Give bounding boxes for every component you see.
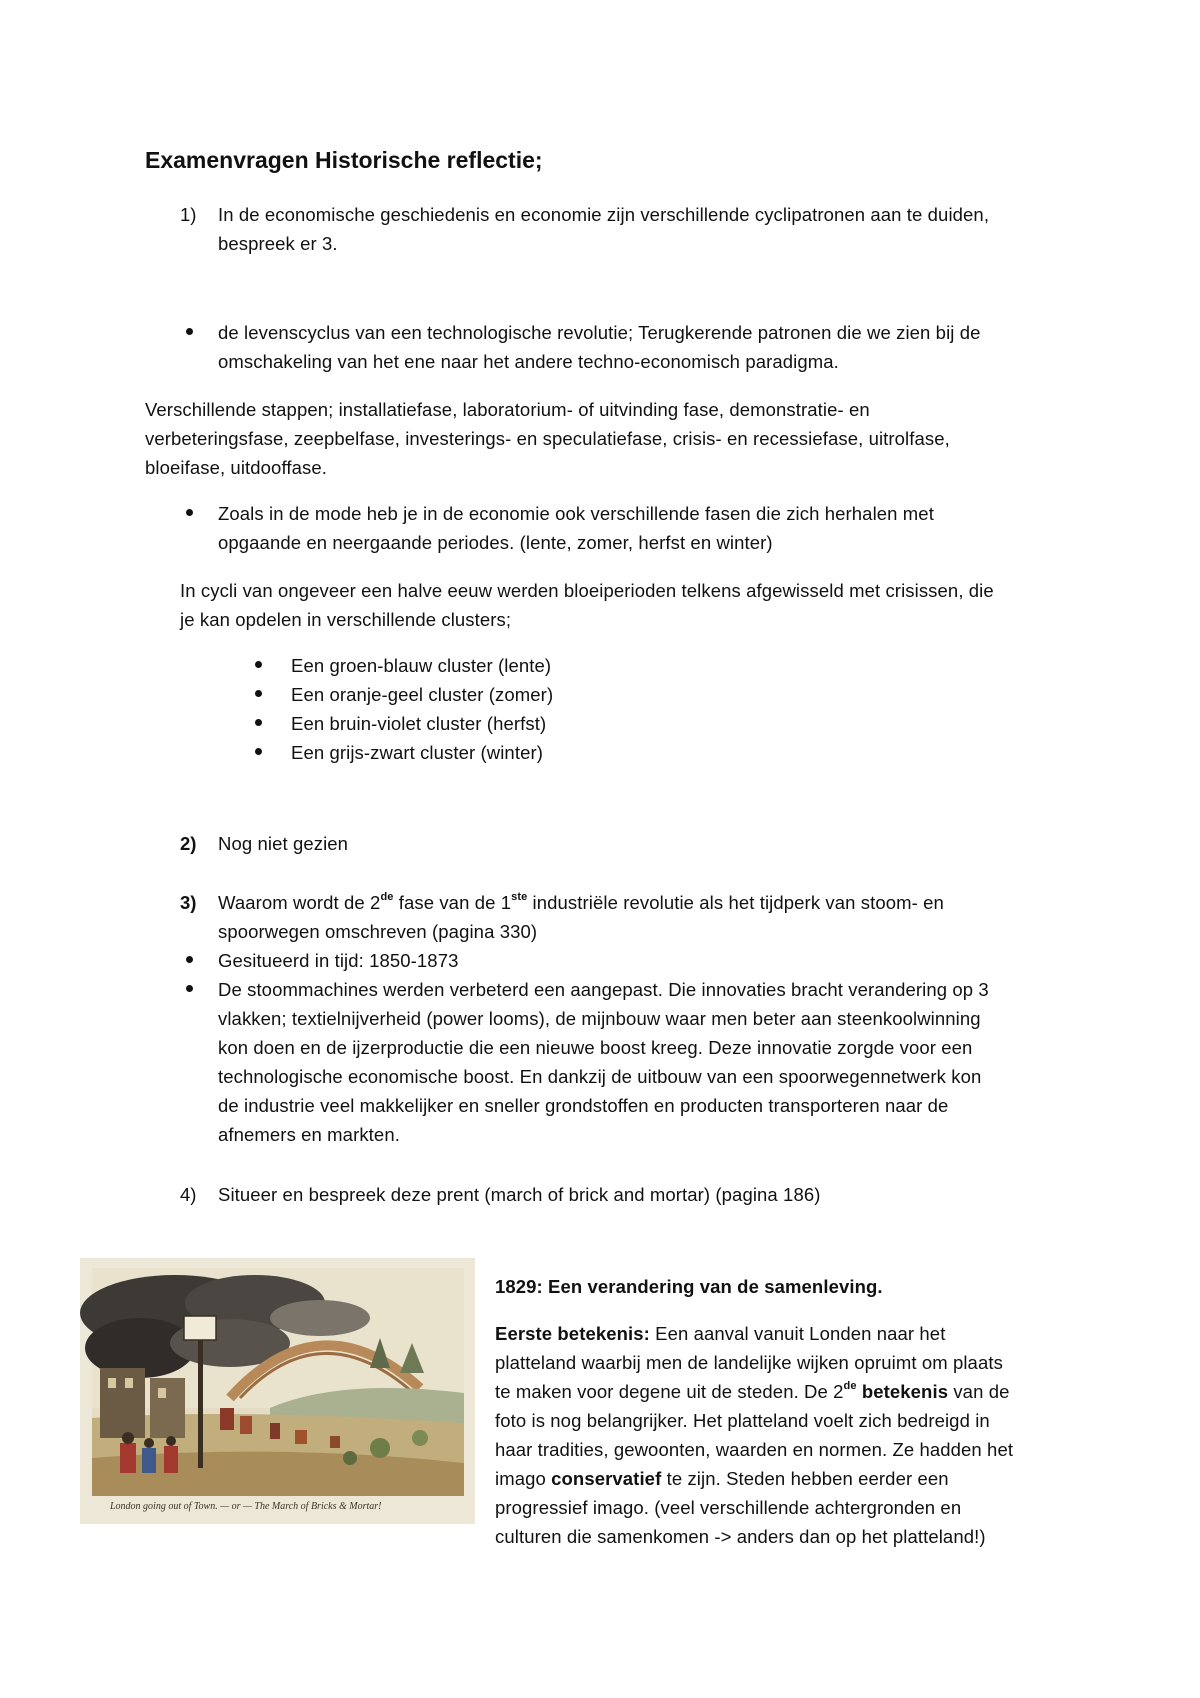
bullet-icon xyxy=(186,509,193,516)
list-item: Een grijs-zwart cluster (winter) xyxy=(291,742,543,763)
paragraph-line: Zoals in de mode heb je in de economie ook verschillende fasen die zich herhalen met xyxy=(218,503,934,524)
paragraph-line: culturen die samenkomen -> anders dan op het platteland!) xyxy=(495,1526,986,1547)
bullet-icon xyxy=(186,985,193,992)
bullet-icon xyxy=(255,748,262,755)
text-part: Een aanval vanuit Londen naar het xyxy=(649,1323,946,1344)
question-number: 2) xyxy=(180,833,197,854)
paragraph-line: bloeifase, uitdooffase. xyxy=(145,457,327,478)
question-text: spoorwegen omschreven (pagina 330) xyxy=(218,921,538,942)
paragraph-line: de industrie veel makkelijker en sneller grondstoffen en producten transporteren naar de xyxy=(218,1095,949,1116)
paragraph-line: de levenscyclus van een technologische revolutie; Terugkerende patronen die we zien bij de xyxy=(218,322,981,343)
bullet-icon xyxy=(186,956,193,963)
bullet-icon xyxy=(255,661,262,668)
question-number: 3) xyxy=(180,892,197,913)
question-number: 1) xyxy=(180,204,197,225)
paragraph-line: haar tradities, gewoonten, waarden en normen. Ze hadden het xyxy=(495,1439,1014,1460)
text-part: te maken voor degene uit de steden. De 2 xyxy=(495,1381,844,1402)
paragraph-line: Gesitueerd in tijd: 1850-1873 xyxy=(218,950,459,971)
paragraph-line: De stoommachines werden verbeterd een aangepast. Die innovaties bracht verandering op 3 xyxy=(218,979,989,1000)
superscript: de xyxy=(380,890,394,903)
bullet-icon xyxy=(186,328,193,335)
text-part: industriële revolutie als het tijdperk van stoom- en xyxy=(527,892,944,913)
paragraph-line: kon doen en de ijzerproductie die een nieuwe boost kreeg. Deze innovatie zorgde voor een xyxy=(218,1037,973,1058)
text-part: betekenis xyxy=(856,1381,949,1402)
paragraph-line: afnemers en markten. xyxy=(218,1124,400,1145)
march-of-bricks-illustration xyxy=(80,1258,475,1524)
paragraph-line xyxy=(495,1377,1009,1406)
paragraph-line: Verschillende stappen; installatiefase, laboratorium- of uitvinding fase, demonstratie- en xyxy=(145,399,870,420)
paragraph-line: verbeteringsfase, zeepbelfase, investerings- en speculatiefase, crisis- en recessiefase, uitrolfase, xyxy=(145,428,950,449)
bullet-icon xyxy=(255,690,262,697)
paragraph-line: foto is nog belangrijker. Het platteland voelt zich bedreigd in xyxy=(495,1410,990,1431)
question-text: Nog niet gezien xyxy=(218,833,349,854)
question-text xyxy=(218,888,944,917)
paragraph-line: platteland waarbij men de landelijke wijken opruimt om plaats xyxy=(495,1352,1003,1373)
text-part: imago xyxy=(495,1468,552,1489)
answer-heading: 1829: Een verandering van de samenleving. xyxy=(495,1276,883,1297)
paragraph-line: vlakken; textielnijverheid (power looms), de mijnbouw waar men beter aan steenkoolwinning xyxy=(218,1008,981,1029)
paragraph-line xyxy=(495,1319,945,1348)
paragraph-line xyxy=(495,1464,949,1493)
text-part: conservatief xyxy=(551,1468,662,1489)
text-part: Eerste betekenis: xyxy=(495,1323,650,1344)
text-part: te zijn. Steden hebben eerder een xyxy=(661,1468,949,1489)
paragraph-line: opgaande en neergaande periodes. (lente, zomer, herfst en winter) xyxy=(218,532,773,553)
superscript: ste xyxy=(511,890,528,903)
question-text: Situeer en bespreek deze prent (march of brick and mortar) (pagina 186) xyxy=(218,1184,821,1205)
text-part: van de xyxy=(948,1381,1010,1402)
list-item: Een groen-blauw cluster (lente) xyxy=(291,655,552,676)
illustration-caption: London going out of Town. — or — The March of Bricks & Mortar! xyxy=(110,1501,382,1512)
text-part: Waarom wordt de 2 xyxy=(218,892,381,913)
bullet-icon xyxy=(255,719,262,726)
paragraph-line: progressief imago. (veel verschillende achtergronden en xyxy=(495,1497,962,1518)
paragraph-line: In cycli van ongeveer een halve eeuw werden bloeiperioden telkens afgewisseld met crisissen, die xyxy=(180,580,994,601)
text-part: fase van de 1 xyxy=(393,892,512,913)
superscript: de xyxy=(843,1379,857,1392)
paragraph-line: je kan opdelen in verschillende clusters; xyxy=(180,609,512,630)
question-text: bespreek er 3. xyxy=(218,233,338,254)
document-title: Examenvragen Historische reflectie; xyxy=(145,147,543,173)
paragraph-line: technologische economische boost. En dankzij de uitbouw van een spoorwegennetwerk kon xyxy=(218,1066,982,1087)
question-number: 4) xyxy=(180,1184,197,1205)
list-item: Een oranje-geel cluster (zomer) xyxy=(291,684,554,705)
list-item: Een bruin-violet cluster (herfst) xyxy=(291,713,547,734)
illustration-artwork xyxy=(80,1258,475,1524)
question-text: In de economische geschiedenis en economie zijn verschillende cyclipatronen aan te duiden, xyxy=(218,204,990,225)
paragraph-line: omschakeling van het ene naar het andere techno-economisch paradigma. xyxy=(218,351,839,372)
